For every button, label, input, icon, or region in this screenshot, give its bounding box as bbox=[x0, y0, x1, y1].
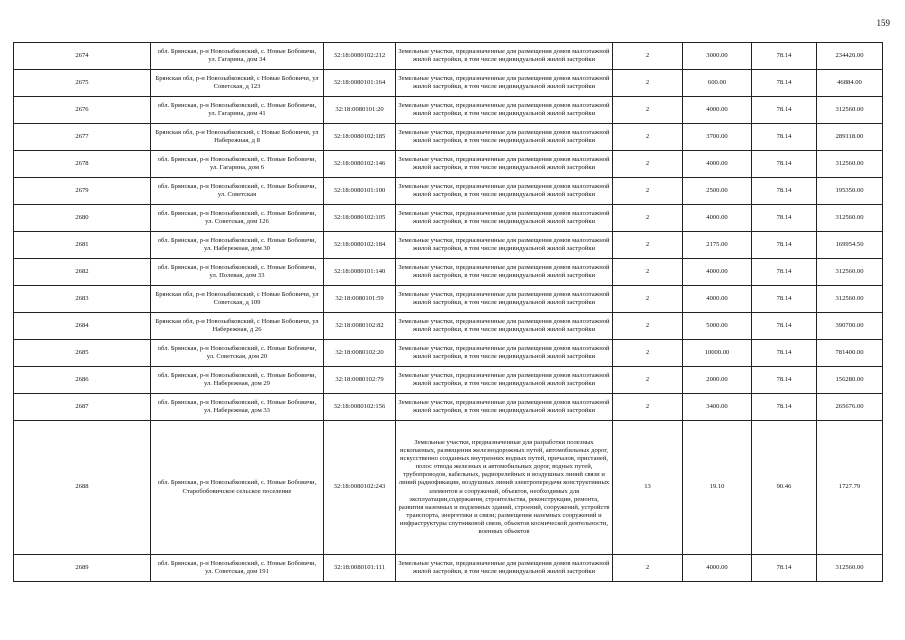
cadastral-value-cell: 46884.00 bbox=[817, 70, 883, 97]
area-cell: 19.10 bbox=[683, 421, 752, 555]
address-cell: Брянская обл, р-н Новозыбковский, с Новые Бобовичи, ул Набережная, д 8 bbox=[151, 124, 324, 151]
row-number-cell: 2674 bbox=[14, 43, 151, 70]
table-row bbox=[14, 367, 883, 394]
area-cell: 4000.00 bbox=[683, 151, 752, 178]
permitted-use-cell: Земельные участки, предназначенные для размещения домов малоэтажной жилой застройки, в том числе индивидуальной жилой застройки bbox=[396, 97, 613, 124]
row-number-cell: 2684 bbox=[14, 313, 151, 340]
table-row bbox=[14, 340, 883, 367]
permitted-use-cell: Земельные участки, предназначенные для размещения домов малоэтажной жилой застройки, в том числе индивидуальной жилой застройки bbox=[396, 313, 613, 340]
table-row bbox=[14, 151, 883, 178]
cadastral-value-cell: 156280.00 bbox=[817, 367, 883, 394]
cadastral-value-cell: 169954.50 bbox=[817, 232, 883, 259]
cadastral-value-cell: 312560.00 bbox=[817, 555, 883, 582]
table-row bbox=[14, 313, 883, 340]
category-cell: 2 bbox=[613, 43, 683, 70]
address-cell: обл. Брянская, р-н Новозыбковский, с. Новые Бобовичи, ул. Набережная, дом 30 bbox=[151, 232, 324, 259]
cadastral-value-cell: 1727.79 bbox=[817, 421, 883, 555]
address-cell: Брянская обл, р-н Новозыбковский, с Новые Бобовичи, ул Набережная, д 26 bbox=[151, 313, 324, 340]
row-number-cell: 2681 bbox=[14, 232, 151, 259]
category-cell: 2 bbox=[613, 313, 683, 340]
specific-value-cell: 78.14 bbox=[752, 394, 817, 421]
area-cell: 3000.00 bbox=[683, 43, 752, 70]
permitted-use-cell: Земельные участки, предназначенные для размещения домов малоэтажной жилой застройки, в том числе индивидуальной жилой застройки bbox=[396, 124, 613, 151]
cadastral-number-cell: 32:18:0080102:243 bbox=[324, 421, 396, 555]
area-cell: 3400.00 bbox=[683, 394, 752, 421]
cadastral-value-cell: 265676.00 bbox=[817, 394, 883, 421]
cadastral-number-cell: 32:18:0080102:82 bbox=[324, 313, 396, 340]
cadastral-number-cell: 32:18:0080101:164 bbox=[324, 70, 396, 97]
category-cell: 2 bbox=[613, 232, 683, 259]
address-cell: обл. Брянская, р-н Новозыбковский, с. Новые Бобовичи, ул. Гагарина, дом 34 bbox=[151, 43, 324, 70]
table-row bbox=[14, 124, 883, 151]
category-cell: 2 bbox=[613, 151, 683, 178]
address-cell: обл. Брянская, р-н Новозыбковский, с. Новые Бобовичи, ул. Полевая, дом 33 bbox=[151, 259, 324, 286]
address-cell: обл. Брянская, р-н Новозыбковский, с. Новые Бобовичи, ул. Гагарина, дом 41 bbox=[151, 97, 324, 124]
address-cell: обл. Брянская, р-н Новозыбковский, с. Новые Бобовичи, ул. Гагарина, дом 6 bbox=[151, 151, 324, 178]
row-number-cell: 2687 bbox=[14, 394, 151, 421]
category-cell: 2 bbox=[613, 70, 683, 97]
permitted-use-cell: Земельные участки, предназначенные для размещения домов малоэтажной жилой застройки, в том числе индивидуальной жилой застройки bbox=[396, 259, 613, 286]
row-number-cell: 2685 bbox=[14, 340, 151, 367]
specific-value-cell: 78.14 bbox=[752, 70, 817, 97]
cadastral-number-cell: 32:18:0080102:79 bbox=[324, 367, 396, 394]
specific-value-cell: 78.14 bbox=[752, 555, 817, 582]
category-cell: 2 bbox=[613, 259, 683, 286]
cadastral-number-cell: 32:18:0080101:100 bbox=[324, 178, 396, 205]
row-number-cell: 2686 bbox=[14, 367, 151, 394]
category-cell: 2 bbox=[613, 286, 683, 313]
cadastral-value-cell: 312560.00 bbox=[817, 259, 883, 286]
area-cell: 4000.00 bbox=[683, 97, 752, 124]
specific-value-cell: 78.14 bbox=[752, 232, 817, 259]
area-cell: 5000.00 bbox=[683, 313, 752, 340]
permitted-use-cell: Земельные участки, предназначенные для размещения домов малоэтажной жилой застройки, в том числе индивидуальной жилой застройки bbox=[396, 367, 613, 394]
table-row bbox=[14, 555, 883, 582]
area-cell: 4000.00 bbox=[683, 555, 752, 582]
category-cell: 2 bbox=[613, 555, 683, 582]
land-register-table bbox=[13, 42, 883, 582]
address-cell: обл. Брянская, р-н Новозыбковский, с. Новые Бобовичи, ул. Набережная, дом 29 bbox=[151, 367, 324, 394]
address-cell: обл. Брянская, р-н Новозыбковский, с. Новые Бобовичи, ул. Советская, дом 126 bbox=[151, 205, 324, 232]
cadastral-value-cell: 289118.00 bbox=[817, 124, 883, 151]
specific-value-cell: 78.14 bbox=[752, 286, 817, 313]
cadastral-number-cell: 32:18:0080101:111 bbox=[324, 555, 396, 582]
specific-value-cell: 78.14 bbox=[752, 259, 817, 286]
cadastral-number-cell: 32:18:0080102:184 bbox=[324, 232, 396, 259]
area-cell: 2000.00 bbox=[683, 367, 752, 394]
cadastral-value-cell: 781400.00 bbox=[817, 340, 883, 367]
category-cell: 2 bbox=[613, 340, 683, 367]
category-cell: 2 bbox=[613, 178, 683, 205]
page-number: 159 bbox=[876, 18, 890, 28]
row-number-cell: 2683 bbox=[14, 286, 151, 313]
table-body bbox=[14, 43, 883, 582]
cadastral-value-cell: 312560.00 bbox=[817, 151, 883, 178]
cadastral-number-cell: 32:18:0080101:59 bbox=[324, 286, 396, 313]
cadastral-number-cell: 32:18:0080102:212 bbox=[324, 43, 396, 70]
area-cell: 4000.00 bbox=[683, 205, 752, 232]
area-cell: 3700.00 bbox=[683, 124, 752, 151]
permitted-use-cell: Земельные участки, предназначенные для размещения домов малоэтажной жилой застройки, в том числе индивидуальной жилой застройки bbox=[396, 286, 613, 313]
permitted-use-cell: Земельные участки, предназначенные для размещения домов малоэтажной жилой застройки, в том числе индивидуальной жилой застройки bbox=[396, 70, 613, 97]
cadastral-number-cell: 32:18:0080102:105 bbox=[324, 205, 396, 232]
row-number-cell: 2680 bbox=[14, 205, 151, 232]
area-cell: 600.00 bbox=[683, 70, 752, 97]
row-number-cell: 2678 bbox=[14, 151, 151, 178]
cadastral-value-cell: 312560.00 bbox=[817, 205, 883, 232]
permitted-use-cell: Земельные участки, предназначенные для размещения домов малоэтажной жилой застройки, в том числе индивидуальной жилой застройки bbox=[396, 232, 613, 259]
table-row bbox=[14, 97, 883, 124]
category-cell: 2 bbox=[613, 97, 683, 124]
address-cell: обл. Брянская, р-н Новозыбковский, с. Новые Бобовичи, ул. Советская bbox=[151, 178, 324, 205]
cadastral-number-cell: 32:18:0080101:140 bbox=[324, 259, 396, 286]
specific-value-cell: 90.46 bbox=[752, 421, 817, 555]
table-row bbox=[14, 232, 883, 259]
permitted-use-cell: Земельные участки, предназначенные для размещения домов малоэтажной жилой застройки, в том числе индивидуальной жилой застройки bbox=[396, 205, 613, 232]
cadastral-number-cell: 32:18:0080102:146 bbox=[324, 151, 396, 178]
address-cell: обл. Брянская, р-н Новозыбковский, с. Новые Бобовичи, ул. Советская, дом 20 bbox=[151, 340, 324, 367]
row-number-cell: 2679 bbox=[14, 178, 151, 205]
table-row bbox=[14, 178, 883, 205]
address-cell: Брянская обл, р-н Новозыбковский, с Новые Бобовичи, ул Советская, д 123 bbox=[151, 70, 324, 97]
permitted-use-cell: Земельные участки, предназначенные для разработки полезных ископаемых, размещения железнодорожных путей, автомобильных дорог, искусственно созданных внутренних водных путей, причалов, пристаней, полос отвода железных и автомобильных дорог, водных путей, трубопроводов, кабельных, радиорелейных и воздушных линий связи и линий радиофикации, воздушных линий электропередачи конструктивных элементов и сооружений, объектов, необходимых для эксплуатации,содержания, строительства, реконструкции, ремонта, развития наземных и подземных зданий, строений, сооружений, устройств транспорта, энергетики и связи; размещения наземных сооружений и инфраструктуры спутниковой связи, объектов космической деятельности, военных объектов bbox=[396, 421, 613, 555]
specific-value-cell: 78.14 bbox=[752, 43, 817, 70]
row-number-cell: 2676 bbox=[14, 97, 151, 124]
cadastral-value-cell: 195350.00 bbox=[817, 178, 883, 205]
area-cell: 10000.00 bbox=[683, 340, 752, 367]
specific-value-cell: 78.14 bbox=[752, 178, 817, 205]
permitted-use-cell: Земельные участки, предназначенные для размещения домов малоэтажной жилой застройки, в том числе индивидуальной жилой застройки bbox=[396, 178, 613, 205]
address-cell: обл. Брянская, р-н Новозыбковский, с. Новые Бобовичи, Старобобовичское сельское поселение bbox=[151, 421, 324, 555]
cadastral-value-cell: 234420.00 bbox=[817, 43, 883, 70]
cadastral-number-cell: 32:18:0080102:20 bbox=[324, 340, 396, 367]
area-cell: 2500.00 bbox=[683, 178, 752, 205]
specific-value-cell: 78.14 bbox=[752, 367, 817, 394]
category-cell: 2 bbox=[613, 367, 683, 394]
specific-value-cell: 78.14 bbox=[752, 205, 817, 232]
cadastral-number-cell: 32:18:0080102:185 bbox=[324, 124, 396, 151]
cadastral-value-cell: 312560.00 bbox=[817, 286, 883, 313]
area-cell: 4000.00 bbox=[683, 286, 752, 313]
row-number-cell: 2682 bbox=[14, 259, 151, 286]
specific-value-cell: 78.14 bbox=[752, 151, 817, 178]
area-cell: 4000.00 bbox=[683, 259, 752, 286]
specific-value-cell: 78.14 bbox=[752, 124, 817, 151]
area-cell: 2175.00 bbox=[683, 232, 752, 259]
table-row bbox=[14, 286, 883, 313]
cadastral-number-cell: 32:18:0080102:156 bbox=[324, 394, 396, 421]
category-cell: 2 bbox=[613, 124, 683, 151]
row-number-cell: 2677 bbox=[14, 124, 151, 151]
row-number-cell: 2689 bbox=[14, 555, 151, 582]
table-row bbox=[14, 421, 883, 555]
specific-value-cell: 78.14 bbox=[752, 313, 817, 340]
table-row bbox=[14, 394, 883, 421]
address-cell: Брянская обл, р-н Новозыбковский, с Новые Бобовичи, ул Советская, д 109 bbox=[151, 286, 324, 313]
cadastral-value-cell: 312560.00 bbox=[817, 97, 883, 124]
address-cell: обл. Брянская, р-н Новозыбковский, с. Новые Бобовичи, ул. Набережная, дом 33 bbox=[151, 394, 324, 421]
permitted-use-cell: Земельные участки, предназначенные для размещения домов малоэтажной жилой застройки, в том числе индивидуальной жилой застройки bbox=[396, 43, 613, 70]
permitted-use-cell: Земельные участки, предназначенные для размещения домов малоэтажной жилой застройки, в том числе индивидуальной жилой застройки bbox=[396, 151, 613, 178]
row-number-cell: 2688 bbox=[14, 421, 151, 555]
row-number-cell: 2675 bbox=[14, 70, 151, 97]
permitted-use-cell: Земельные участки, предназначенные для размещения домов малоэтажной жилой застройки, в том числе индивидуальной жилой застройки bbox=[396, 340, 613, 367]
table-row bbox=[14, 43, 883, 70]
permitted-use-cell: Земельные участки, предназначенные для размещения домов малоэтажной жилой застройки, в том числе индивидуальной жилой застройки bbox=[396, 394, 613, 421]
specific-value-cell: 78.14 bbox=[752, 97, 817, 124]
table-row bbox=[14, 205, 883, 232]
table-row bbox=[14, 259, 883, 286]
category-cell: 2 bbox=[613, 205, 683, 232]
category-cell: 13 bbox=[613, 421, 683, 555]
table-row bbox=[14, 70, 883, 97]
specific-value-cell: 78.14 bbox=[752, 340, 817, 367]
address-cell: обл. Брянская, р-н Новозыбковский, с. Новые Бобовичи, ул. Советская, дом 191 bbox=[151, 555, 324, 582]
permitted-use-cell: Земельные участки, предназначенные для размещения домов малоэтажной жилой застройки, в том числе индивидуальной жилой застройки bbox=[396, 555, 613, 582]
cadastral-value-cell: 390700.00 bbox=[817, 313, 883, 340]
cadastral-number-cell: 32:18:0080101:20 bbox=[324, 97, 396, 124]
category-cell: 2 bbox=[613, 394, 683, 421]
